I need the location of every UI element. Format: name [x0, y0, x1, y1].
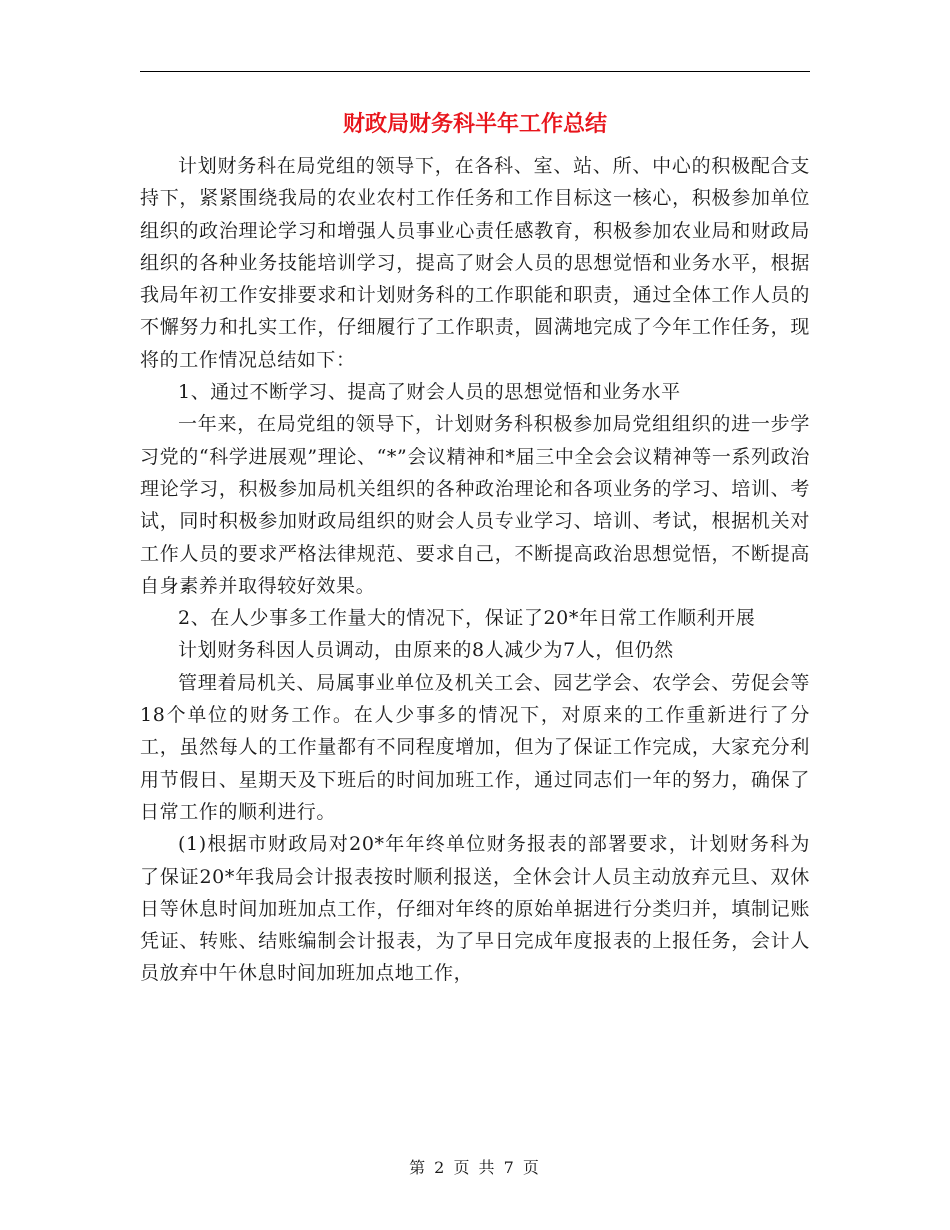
header-rule [140, 71, 810, 72]
paragraph-intro: 计划财务科在局党组的领导下，在各科、室、站、所、中心的积极配合支持下，紧紧围绕我局的农业农村工作任务和工作目标这一核心，积极参加单位组织的政治理论学习和增强人员事业心责任感教育，积极参加农业局和财政局组织的各种业务技能培训学习，提高了财会人员的思想觉悟和业务水平，根据我局年初工作安排要求和计划财务科的工作职能和职责，通过全体工作人员的不懈努力和扎实工作，仔细履行了工作职责，圆满地完成了今年工作任务，现将的工作情况总结如下： [140, 155, 810, 371]
document-body [140, 150, 810, 990]
page-number-footer: 第 2 页 共 7 页 [409, 1158, 541, 1177]
section-heading-2: 2、在人少事多工作量大的情况下，保证了20*年日常工作顺利开展 [178, 607, 756, 630]
paragraph-item-1: (1)根据市财政局对20*年年终单位财务报表的部署要求，计划财务科为了保证20*年我局会计报表按时顺利报送，全休会计人员主动放弃元旦、双休日等休息时间加班加点工作，仔细对年终的原始单据进行分类归并，填制记账凭证、转账、结账编制会计报表，为了早日完成年度报表的上报任务，会计人员放弃中午休息时间加班加点地工作， [140, 833, 810, 985]
section-heading-1: 1、通过不断学习、提高了财会人员的思想觉悟和业务水平 [178, 381, 681, 404]
paragraph-section-1: 一年来，在局党组的领导下，计划财务科积极参加局党组组织的进一步学习党的“科学进展观”理论、“*”会议精神和*届三中全会会议精神等一系列政治理论学习，积极参加局机关组织的各种政治理论和各项业务的学习、培训、考试，同时积极参加财政局组织的财会人员专业学习、培训、考试，根据机关对工作人员的要求严格法律规范、要求自己，不断提高政治思想觉悟，不断提高自身素养并取得较好效果。 [140, 413, 810, 597]
paragraph-section-2-lead: 计划财务科因人员调动，由原来的8人减少为7人，但仍然 [178, 639, 674, 662]
paragraph-section-2-body: 管理着局机关、局属事业单位及机关工会、园艺学会、农学会、劳促会等18个单位的财务工作。在人少事多的情况下，对原来的工作重新进行了分工，虽然每人的工作量都有不同程度增加，但为了保证工作完成，大家充分利用节假日、星期天及下班后的时间加班工作，通过同志们一年的努力，确保了日常工作的顺利进行。 [140, 671, 810, 823]
document-title: 财政局财务科半年工作总结 [342, 112, 607, 137]
